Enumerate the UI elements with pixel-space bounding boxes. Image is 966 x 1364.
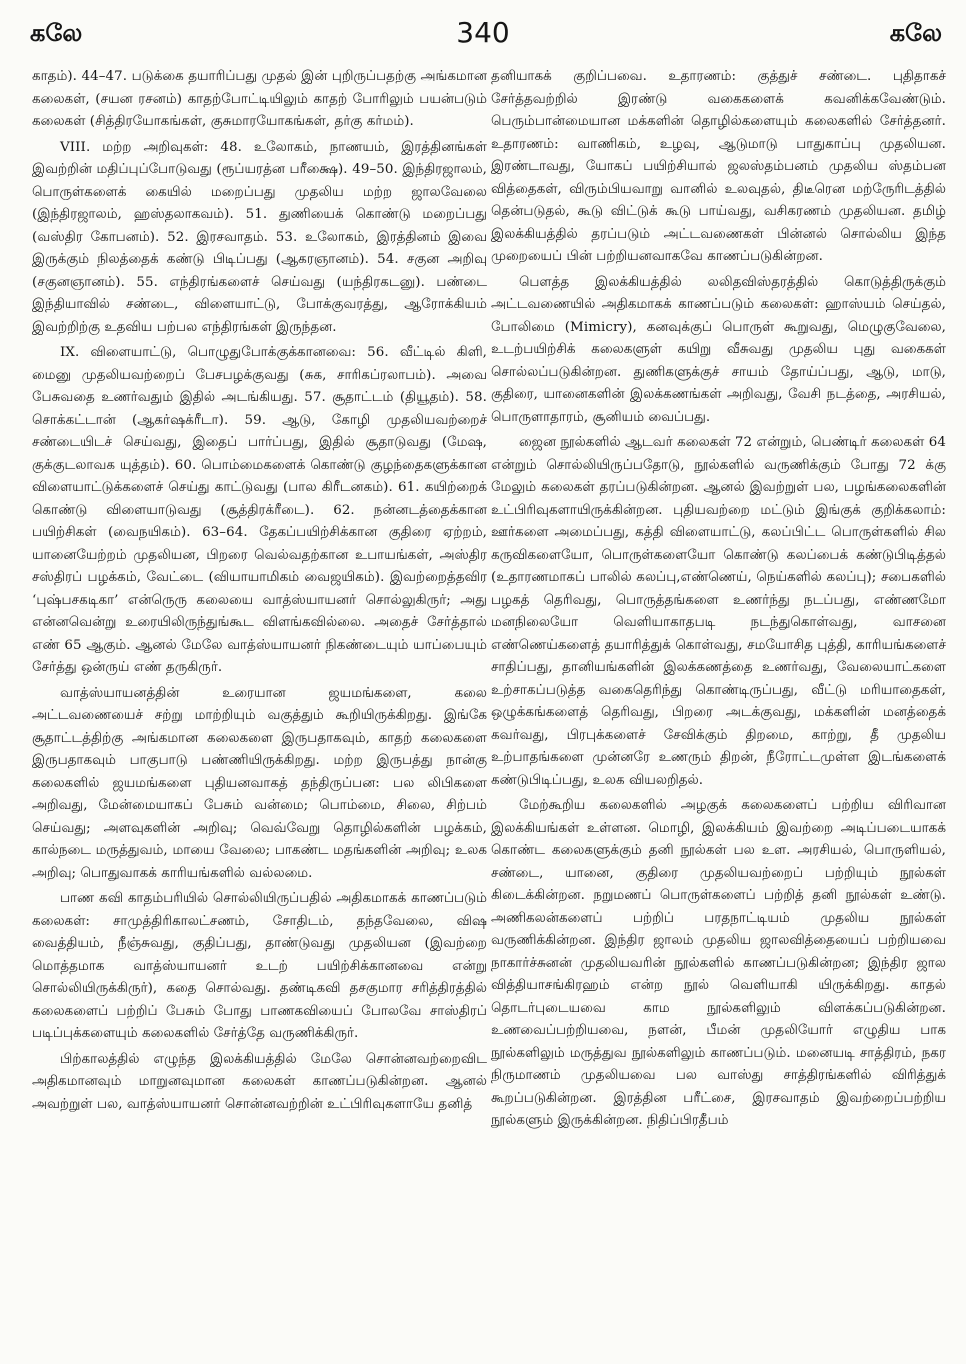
paragraph: IX. விளையாட்டு, பொழுதுபோக்குக்கானவை: 56. வீட்டில் கிளி, மைனு முதலியவற்றைப் பேசபழக்குவது (சுக, சாரிகப்ரலாபம்). அவை பேசுவதை உணர்வதும் இதில் அடங்கியது. 57. சூதாட்டம் (தியூதம்). 58. சொக்கட்டான் (ஆகர்ஷக்ரீடா). 59. ஆடு, கோழி முதலியவற்றைச் சண்டையிடச் செய்வது, இதைப் பார்ப்பது, இதில் சூதாடுவது (மேஷ, குக்குடலாவக யுத்தம்). 60. பொம்மைகளைக் கொண்டு குழந்தைகளுக்கான விளையாட்டுக்களைச் செய்து காட்டுவது (பால கிரீடனகம்). 61. கயிற்றைக் கொண்டு விளையாடுவது (சூத்திரக்ரீடை). 62. நன்னடத்தைக்கான பயிற்சிகள் (வைநயிகம்). 63–64. தேகப்பயிற்சிக்கான குதிரை ஏற்றம், யானையேற்றம் முதலியன, பிறரை வெல்வதற்கான உபாயங்கள், அஸ்திர சஸ்திரப் பழக்கம், வேட்டை (வியாயாமிகம் வைஜயிகம்). இவற்றைத்தவிர ‘புஷ்பசகடிகா’ என்ருெரு கலையை வாத்ஸ்யாயனர் சொல்லுகிருர்; அது என்னவென்று உரையிலிருந்துங்கூட விளங்கவில்லை. அதைச் சேர்த்தால் எண் 65 ஆகும். ஆனல் மேலே வாத்ஸ்யாயனர் நிகண்டையும் யாப்பையும் சேர்த்து ஒன்ருய் எண் தருகிருர். <box>32 345 487 675</box>
paragraph: தனியாகக் குறிப்பவை. உதாரணம்: குத்துச் சண்டை. புதிதாகச் சேர்த்தவற்றில் இரண்டு வகைகளைக் கவனிக்கவேண்டும். பெரும்பான்மையான மக்களின் தொழில்களையும் கலைகளில் சேர்த்தனர். உதாரணம்: வாணிகம், உழவு, ஆடுமாடு பாதுகாப்பு முதலியன. இரண்டாவது, யோகப் பயிற்சியால் ஜலஸ்தம்பனம் முதலிய ஸ்தம்பன வித்தைகள், விரும்பியவாறு வானில் உலவுதல், திடீரென மற்ருேரிடத்தில் தென்படுதல், கூடு விட்டுக் கூடு பாய்வது, வசிகரணம் முதலியன. தமிழ் இலக்கியத்தில் தரப்படும் அட்டவணைகள் பின்னல் சொல்லிய இந்த முறையைப் பின் பற்றியனவாகவே காணப்படுகின்றன. <box>491 69 946 264</box>
paragraph: காதம்). 44–47. படுக்கை தயாரிப்பது முதல் இன் புறிருப்பதற்கு அங்கமான கலைகள், (சயன ரசனம்) காதற்போட்டியிலும் காதற் போரிலும் பயன்படும் கலைகள் (சித்திரயோகங்கள், குசுமாரயோகங்கள், தர்கு கர்மம்). <box>32 69 487 129</box>
left-column <box>32 66 487 1356</box>
page-header <box>0 0 966 50</box>
paragraph: வாத்ஸ்யாயனத்தின் உரையான ஜயமங்களை, கலை அட்டவணையைச் சற்று மாற்றியும் வகுத்தும் கூறியிருக்கிறது. இங்கே சூதாட்டத்திற்கு அங்கமான கலைகளை இருபதாகவும், காதற் கலைகளை இருபதாகவும் பாகுபாடு பண்ணியிருக்கிறது. மற்ற இருபத்து நான்கு கலைகளில் ஜயமங்களை புதியனவாகத் தந்திருப்பன: பல லிபிகளை அறிவது, மேன்மையாகப் பேசும் வன்மை; பொம்மை, சிலை, சிற்பம் செய்வது; அளவுகளின் அறிவு; வெவ்வேறு தொழில்களின் பழக்கம், கால்நடை மருத்துவம், மாயை வேலை; பாகண்ட மதங்களின் அறிவு; உலக அறிவு; பொதுவாகக் காரியங்களில் வல்லமை. <box>32 685 487 881</box>
paragraph: VIII. மற்ற அறிவுகள்: 48. உலோகம், நாணயம், இரத்தினங்கள் இவற்றின் மதிப்புப்போடுவது (ரூப்யரத்ன பரீக்ஷை). 49–50. இந்திரஜாலம், பொருள்களைக் கையில் மறைப்பது முதலிய மற்ற ஜாலவேலை (இந்திரஜாலம், ஹஸ்தலாகவம்). 51. துணியைக் கொண்டு மறைப்பது (வஸ்திர கோபனம்). 52. இரசவாதம். 53. உலோகம், இரத்தினம் இவை இருக்கும் நிலத்தைக் கண்டு பிடிப்பது (ஆகரஞானம்). 54. சகுன அறிவு (சகுனஞானம்). 55. எந்திரங்களைச் செய்வது (யந்திரகடனு). பண்டை இந்தியாவில் சண்டை, விளையாட்டு, போக்குவரத்து, ஆரோக்கியம் இவற்றிற்கு உதவிய பற்பல எந்திரங்கள் இருந்தன. <box>32 139 487 335</box>
paragraph: பாண கவி காதம்பரியில் சொல்லியிருப்பதில் அதிகமாகக் காணப்படும் கலைகள்: சாமுத்திரிகாலட்சணம், சோதிடம், தந்தவேலை, விஷ வைத்தியம், நீஞ்சுவது, குதிப்பது, தாண்டுவது முதலியன (இவற்றை மொத்தமாக வாத்ஸ்யாயனர் உடற் பயிற்சிக்கானவை என்று சொல்லியிருக்கிருர்), கதை சொல்வது. தண்டிகவி தசகுமார சரித்திரத்தில் கலைகளைப் பற்றிப் பேசும் போது பாணகவியைப் போலவே சாஸ்திரப் படிப்புக்களையும் கலைகளில் சேர்த்தே வருணிக்கிருர். <box>32 891 487 1041</box>
paragraph: பிற்காலத்தில் எழுந்த இலக்கியத்தில் மேலே சொன்னவற்றைவிட அதிகமானவும் மாறுனவுமான கலைகள் காணப்படுகின்றன. ஆனல் அவற்றுள் பல, வாத்ஸ்யாயனர் சொன்னவற்றின் உட்பிரிவுகளாயே தனித் <box>32 1051 487 1112</box>
paragraph: பௌத்த இலக்கியத்தில் லலிதவிஸ்தரத்தில் கொடுத்திருக்கும் அட்டவணையில் அதிகமாகக் காணப்படும் கலைகள்: ஹாஸ்யம் செய்தல், போலிமை (Mimicry), கனவுக்குப் பொருள் கூறுவது, மெழுகுவேலை, உடற்பயிற்சிக் கலைகளுள் கயிறு வீசுவது முதலிய புது வகைகள் சொல்லப்படுகின்றன. துணிகளுக்குச் சாயம் தோய்ப்பது, ஆடு, மாடு, குதிரை, யானைகளின் இலக்கணங்கள் அறிவது, வேசி நடத்தை, அரசியல், பொருளாதாரம், சூனியம் வைப்பது. <box>491 274 946 425</box>
page-number: 340 <box>456 16 510 49</box>
paragraph: ஜைன நூல்களில் ஆடவர் கலைகள் 72 என்றும், பெண்டிர் கலைகள் 64 என்றும் சொல்லியிருப்பதோடு, நூல்களில் வருணிக்கும் போது 72 க்கு மேலும் கலைகள் தரப்படுகின்றன. ஆனல் இவற்றுள் பல, பழங்கலைகளின் உட்பிரிவுகளாயிருக்கின்றன. புதியவற்றை மட்டும் இங்குக் குறிக்கலாம்: ஊர்களை அமைப்பது, கத்தி விளையாட்டு, கலப்பிட்ட பொருள்களில் சில கருவிகளையோ, பொருள்களையோ கொண்டு கலப்பைக் கண்டுபிடித்தல் (உதாரணமாகப் பாலில் கலப்பு,எண்ணெய், நெய்களில் கலப்பு); சபைகளில் பழகத் தெரிவது, பொருத்தங்களை உணர்ந்து நடப்பது, எண்ணமோ மனநிலையோ வெளியாகாதபடி நடந்துகொள்வது, வாசனை எண்ணெய்களைத் தயாரித்துக் கொள்வது, சமயோசித புத்தி, காரியங்களைச் சாதிப்பது, தானியங்களின் இலக்கணத்தை உணர்வது, வேலையாட்களை உற்சாகப்படுத்த வகைதெரிந்து கொண்டிருப்பது, வீட்டு மரியாதைகள், ஒழுக்கங்களைத் தெரிவது, பிறரை அடக்குவது, மக்களின் மனத்தைக் கவர்வது, பிரபுக்களைச் சேவிக்கும் திறமை, காற்று, தீ முதலிய உற்பாதங்களை முன்னரே உணரும் திறன், நீரோட்டமுள்ள இடங்களைக் கண்டுபிடிப்பது, உலக வியலறிதல். <box>491 435 946 788</box>
running-head-right: கலே <box>889 18 942 47</box>
paragraph: மேற்கூறிய கலைகளில் அழகுக் கலைகளைப் பற்றிய விரிவான இலக்கியங்கள் உள்ளன. மொழி, இலக்கியம் இவற்றை அடிப்படையாகக் கொண்ட கலைகளுக்கும் தனி நூல்கள் பல உள. அரசியல், பொருளியல், சண்டை, யானை, குதிரை முதலியவற்றைப் பற்றியும் நூல்கள் கிடைக்கின்றன. நறுமணப் பொருள்களைப் பற்றித் தனி நூல்கள் உண்டு. அணிகலன்களைப் பற்றிப் பரதநாட்டியம் முதலிய நூல்கள் வருணிக்கின்றன. இந்திர ஜாலம் முதலிய ஜாலவித்தையைப் பற்றியவை நாகார்ச்சுனன் முதலியவரின் நூல்களில் காணப்படுகின்றன; இந்திர ஜால வித்தியாசங்கிரஹம் என்ற நூல் வெளியாகி யிருக்கிறது. காதல் தொடர்புடையவை காம நூல்களிலும் விளக்கப்படுகின்றன. உணவைப்பற்றியவை, நளன், பீமன் முதலியோர் எழுதிய பாக நூல்களிலும் மருத்துவ நூல்களிலும் காணப்படும். மனையடி சாத்திரம், நகர நிருமாணம் முதலியவை பல வாஸ்து சாத்திரங்களில் விரித்துக் கூறப்படுகின்றன. இரத்தின பரீட்சை, இரசவாதம் இவற்றைப்பற்றிய நூல்களும் இருக்கின்றன. நிதிப்பிரதீபம் <box>491 798 946 1128</box>
running-head-left: கலே <box>30 18 83 47</box>
right-column <box>491 66 946 1356</box>
